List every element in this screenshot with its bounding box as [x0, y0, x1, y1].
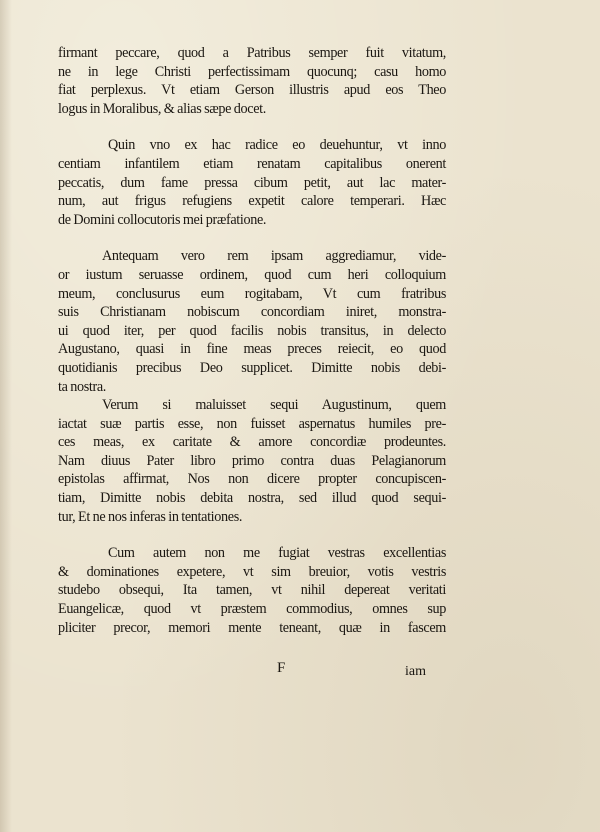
text-line: tiam, Dimitte nobis debita nostra, sed illud quod sequi- [58, 490, 446, 507]
text-line: centiam infantilem etiam renatam capitalibus onerent [58, 155, 446, 172]
catchword: iam [405, 664, 426, 679]
text-line: fiat perplexus. Vt etiam Gerson illustris apud eos Theo [58, 82, 446, 99]
text-line: ta nostra. [58, 378, 107, 395]
text-line: Nam diuus Pater libro primo contra duas Pelagianorum [58, 452, 446, 469]
text-line: Augustano, quasi in fine meas preces reiecit, eo quod [58, 341, 446, 358]
paragraph-4 [58, 396, 446, 526]
text-line: Cum autem non me fugiat vestras excellentias [108, 545, 446, 562]
text-line: studebo obsequi, Ita tamen, vt nihil depereat veritati [58, 582, 446, 599]
body-text [58, 44, 446, 637]
text-line: or iustum seruasse ordinem, quod cum heri colloquium [58, 266, 446, 283]
text-line: epistolas affirmat, Nos non dicere propter concupiscen- [58, 471, 446, 488]
paragraph-3 [58, 247, 446, 396]
signature-mark: F [277, 660, 286, 676]
text-line: peccatis, dum fame pressa cibum petit, aut lac mater- [58, 174, 446, 191]
page-fold-shadow [0, 0, 12, 832]
text-line: firmant peccare, quod a Patribus semper fuit vitatum, [58, 45, 446, 61]
text-line: quotidianis precibus Deo supplicet. Dimitte nobis debi- [58, 359, 446, 376]
text-line: ne in lege Christi perfectissimam quocunq; casu homo [58, 63, 446, 80]
text-line: Verum si maluisset sequi Augustinum, quem [102, 397, 446, 414]
text-line: meum, conclusurus eum rogitabam, Vt cum fratribus [58, 285, 446, 302]
text-line: & dominationes expetere, vt sim breuior, votis vestris [58, 563, 446, 580]
text-line: ui quod iter, per quod facilis nobis transitus, in delecto [58, 322, 446, 339]
text-line: Antequam vero rem ipsam aggrediamur, vide- [102, 248, 446, 265]
text-line: tur, Et ne nos inferas in tentationes. [58, 508, 243, 525]
text-line: Quin vno ex hac radice eo deuehuntur, vt inno [108, 137, 446, 154]
text-line: pliciter precor, memori mente teneant, quæ in fascem [58, 619, 446, 636]
text-line: ces meas, ex caritate & amore concordiæ prodeuntes. [58, 434, 446, 451]
paragraph-5 [58, 544, 446, 637]
text-line: suis Christianam nobiscum concordiam iniret, monstra- [58, 304, 446, 321]
text-line: num, aut frigus refugiens expetit calore temperari. Hæc [58, 193, 446, 210]
text-line: Euangelicæ, quod vt præstem commodius, omnes sup [58, 601, 446, 618]
text-line: logus in Moralibus, & alias sæpe docet. [58, 100, 266, 117]
text-line: iactat suæ partis esse, non fuisset aspernatus humiles pre- [58, 415, 446, 432]
paragraph-2 [58, 136, 446, 229]
paragraph-1 [58, 44, 446, 118]
text-line: de Domini collocutoris mei præfatione. [58, 211, 267, 228]
